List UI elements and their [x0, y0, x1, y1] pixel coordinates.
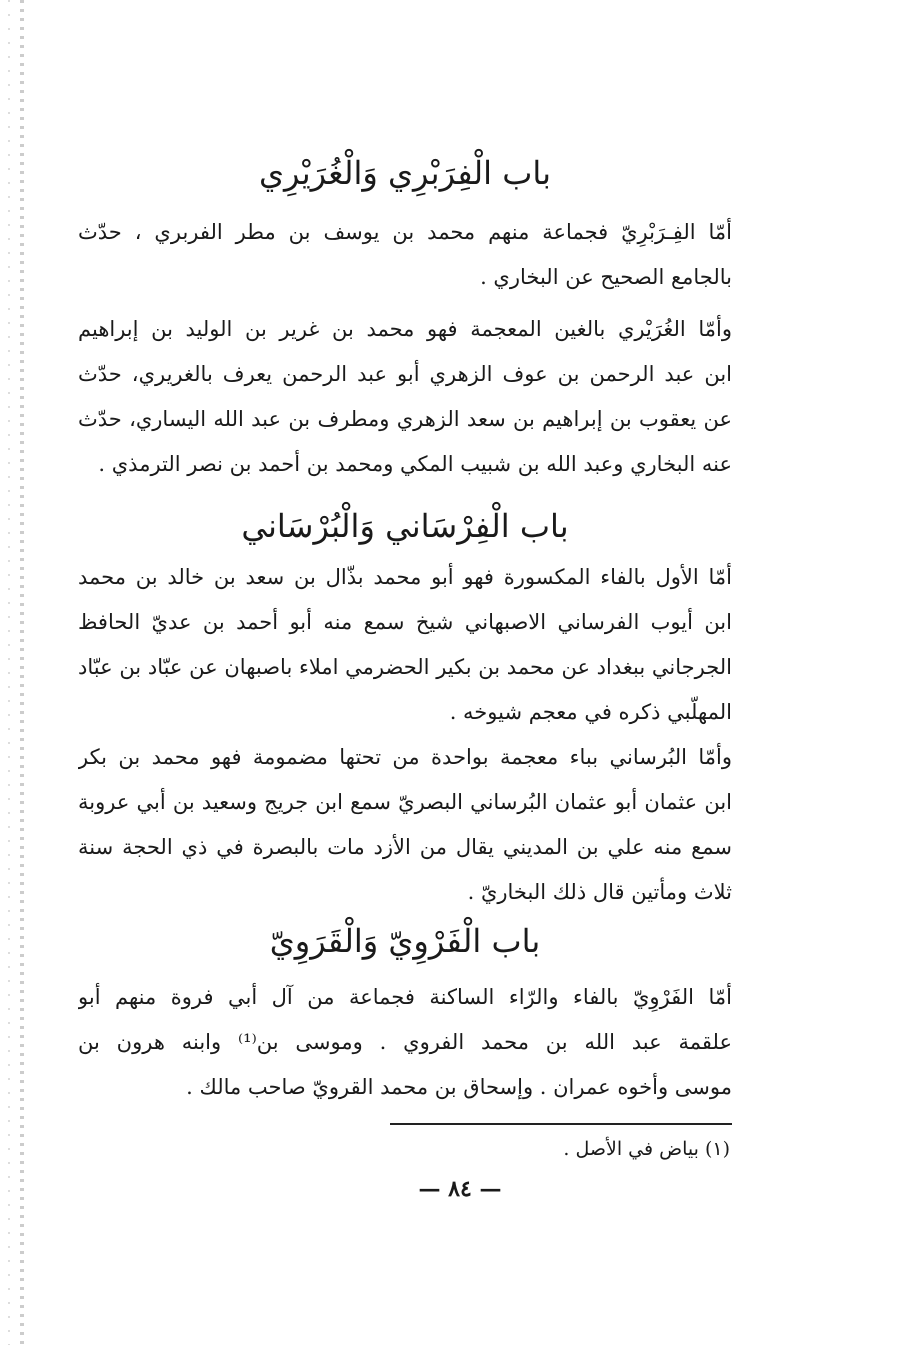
paragraph [78, 210, 732, 300]
text-line: وأمّا الغُرَيْري بالغين المعجمة فهو محمد بن غرير بن الوليد بن إبراهيم [78, 317, 732, 341]
text-line: ابن عثمان أبو عثمان البُرساني البصريّ سمع ابن جريج وسعيد بن أبي عروبة [78, 790, 732, 814]
text-line: عنه البخاري وعبد الله بن شبيب المكي ومحمد بن أحمد بن نصر الترمذي . [98, 452, 732, 476]
text-line: ابن عبد الرحمن بن عوف الزهري أبو عبد الرحمن يعرف بالغريري، حدّث [78, 362, 732, 386]
section-heading: باب الْفِرْسَاني وَالْبُرْسَاني [241, 507, 569, 545]
text-line: أمّا الفَرْوِيّ بالفاء والرّاء الساكنة فجماعة من آل أبي فروة منهم أبو [78, 985, 732, 1009]
text-line: سمع منه علي بن المديني يقال من الأزد مات بالبصرة في ذي الحجة سنة [78, 835, 732, 859]
paragraph [78, 555, 732, 735]
text-line: وأمّا البُرساني بباء معجمة بواحدة من تحتها مضمومة فهو محمد بن بكر [78, 745, 732, 769]
text-line: ثلاث ومأتين قال ذلك البخاريّ . [467, 880, 732, 904]
section-heading: باب الْفِرَبْرِي وَالْغُرَيْرِي [258, 154, 551, 192]
page-number: — ٨٤ — [418, 1176, 502, 1202]
paragraph [78, 307, 732, 487]
text-line: الجرجاني ببغداد عن محمد بن بكير الحضرمي املاء باصبهان عن عبّاد بن عبّاد [78, 655, 732, 679]
text-line: عن يعقوب بن إبراهيم بن سعد الزهري ومطرف بن عبد الله اليساري، حدّث [78, 407, 732, 431]
paragraph [78, 975, 732, 1110]
text-line: بالجامع الصحيح عن البخاري . [480, 265, 732, 289]
text-line: موسى وأخوه عمران . وإسحاق بن محمد القرويّ صاحب مالك . [186, 1075, 732, 1099]
text-line: المهلّبي ذكره في معجم شيوخه . [449, 700, 732, 724]
text-line: علقمة عبد الله بن محمد الفروي . وموسى بن⁽¹⁾ وابنه هرون بن [78, 1030, 732, 1054]
footnote: (١) بياض في الأصل . [563, 1138, 730, 1160]
scan-binding-edge-outer [8, 0, 10, 1345]
footnote-separator [390, 1123, 732, 1125]
text-line: أمّا الأول بالفاء المكسورة فهو أبو محمد بذّال بن سعد بن خالد بن محمد [78, 565, 732, 589]
text-line: ابن أيوب الفرساني الاصبهاني شيخ سمع منه أبو أحمد بن عديّ الحافظ [78, 610, 732, 634]
text-line: أمّا الفِـرَبْرِيّ فجماعة منهم محمد بن يوسف بن مطر الفربري ، حدّث [78, 220, 732, 244]
section-heading: باب الْفَرْوِيّ وَالْقَرَوِيّ [269, 922, 541, 960]
paragraph [78, 735, 732, 915]
scan-binding-edge [20, 0, 24, 1345]
